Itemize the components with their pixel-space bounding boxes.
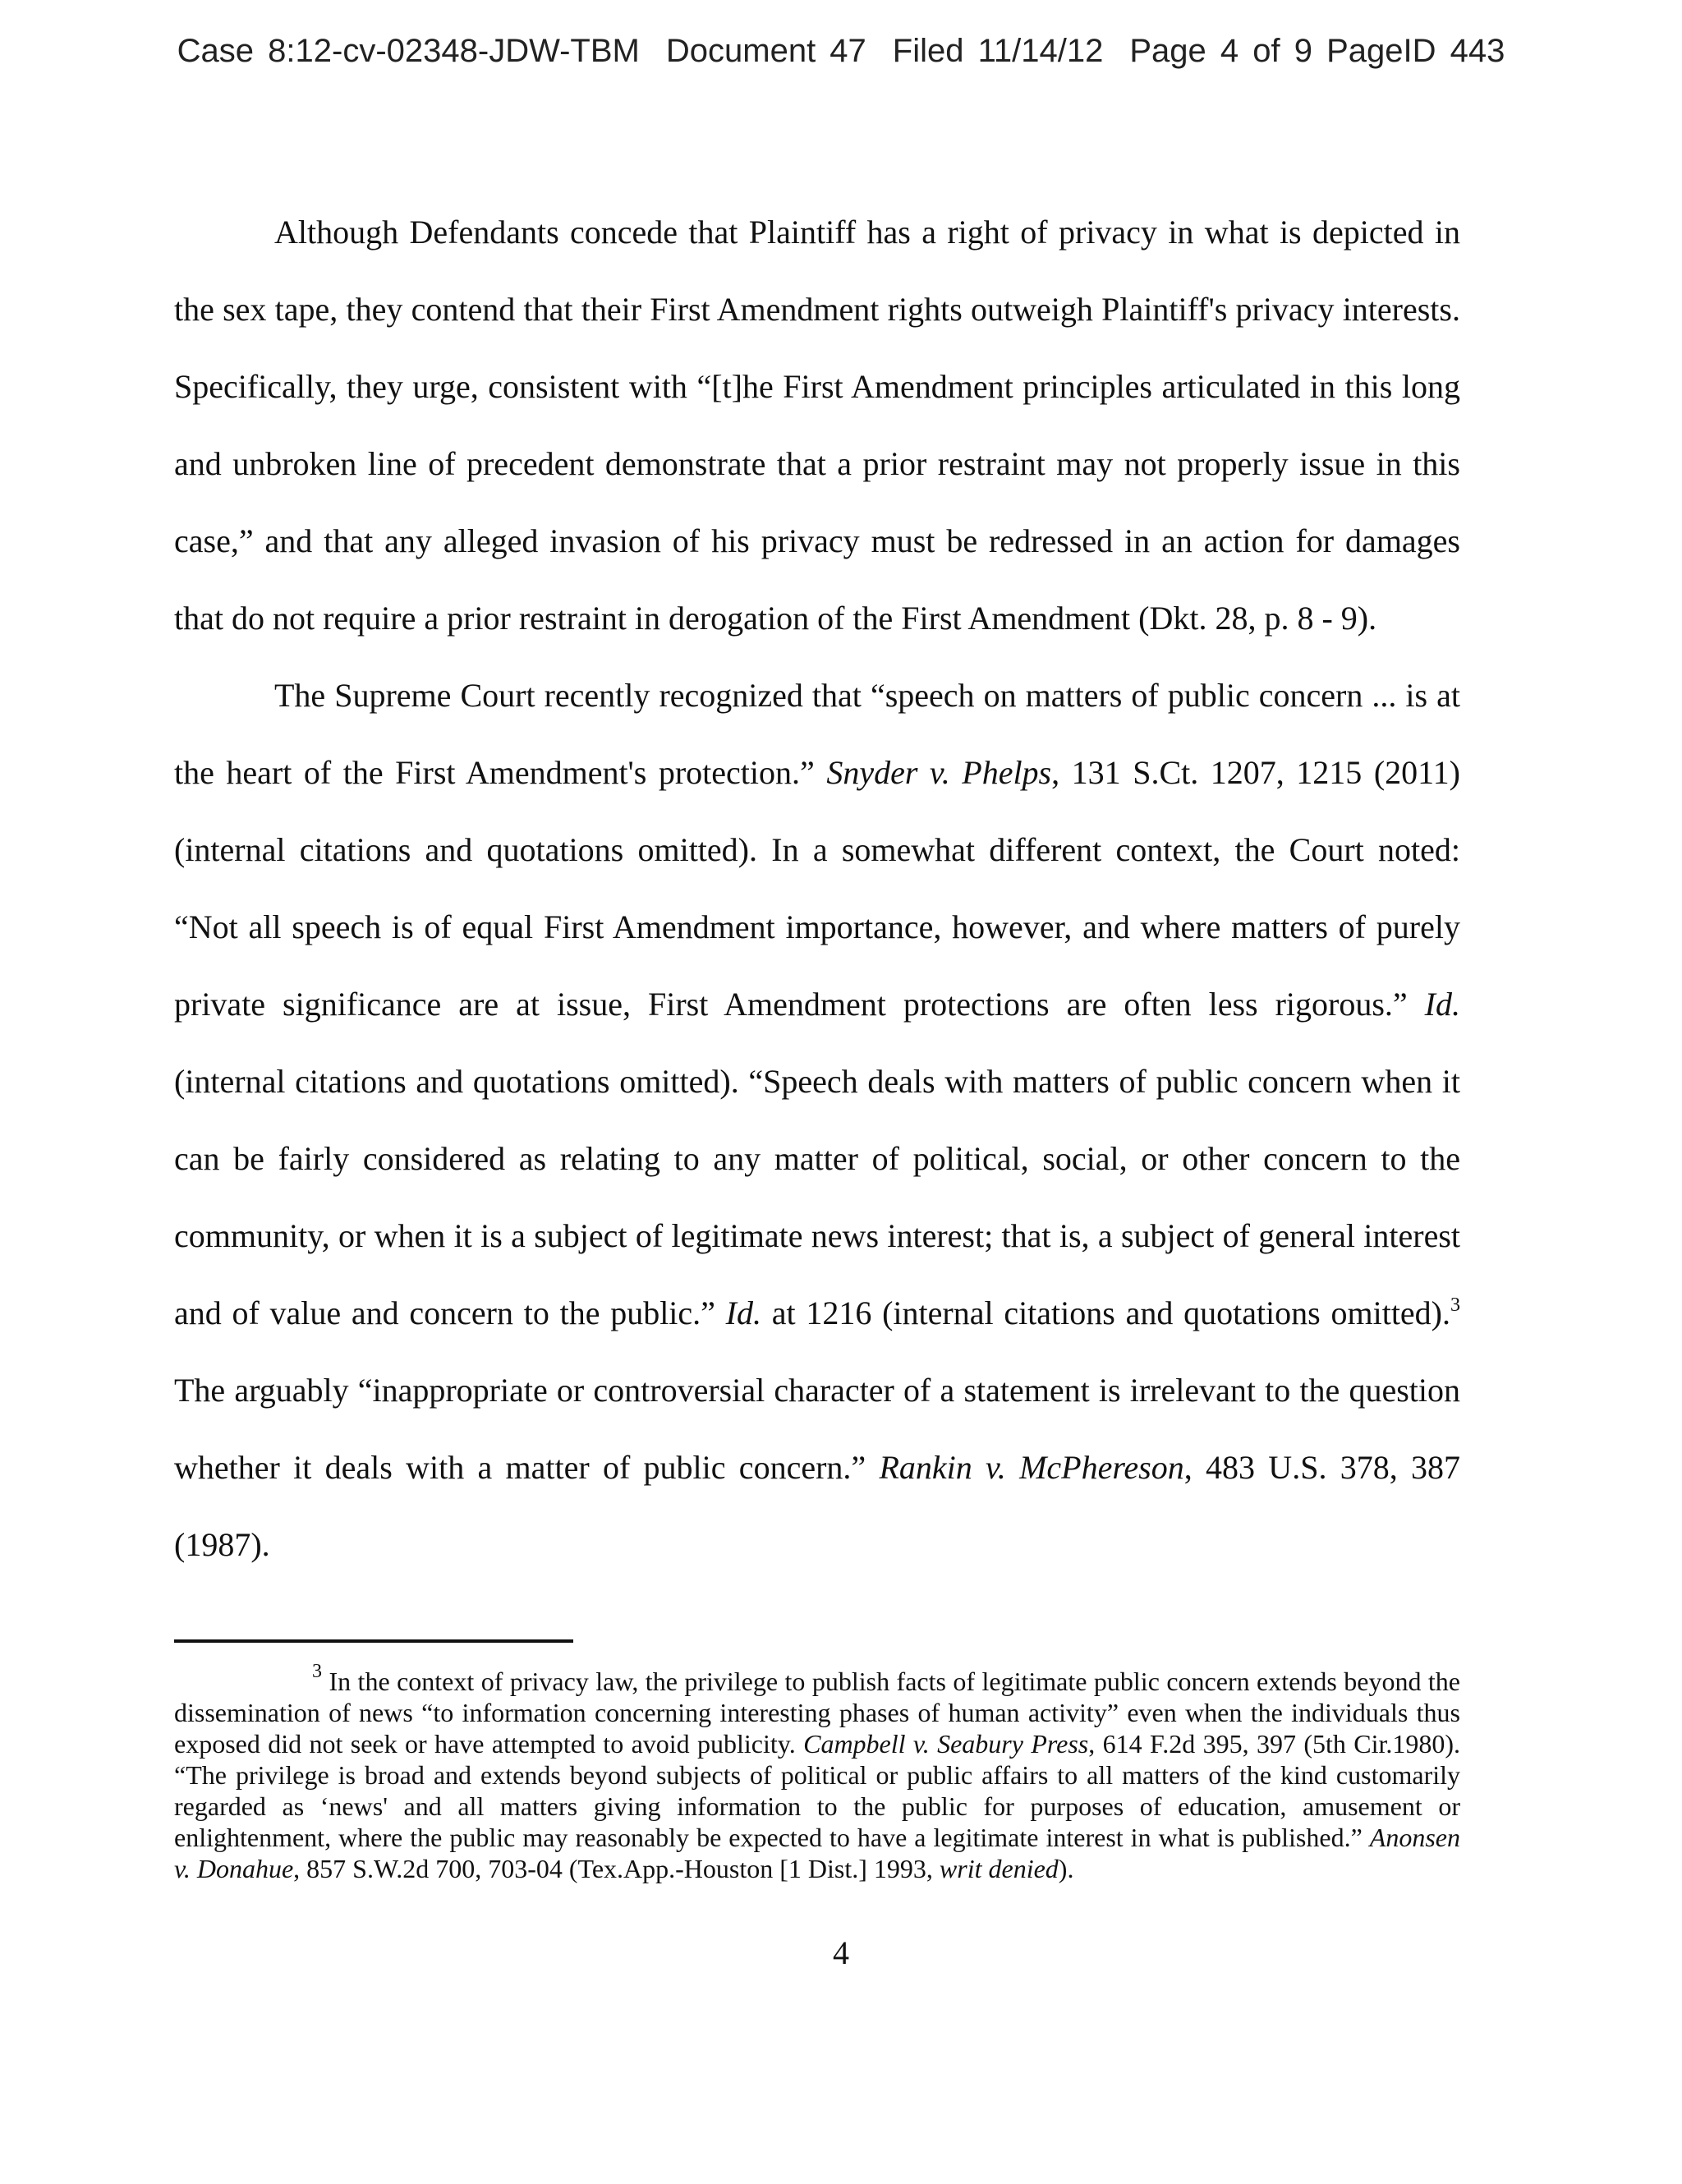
filed-date: Filed 11/14/12	[892, 33, 1104, 69]
citation-snyder: Snyder v. Phelps	[826, 754, 1052, 791]
citation-writ-denied: writ denied	[939, 1854, 1059, 1883]
paragraph-2	[174, 657, 1460, 1584]
fn-text-c: , 857 S.W.2d 700, 703-04 (Tex.App.-Houston [1 Dist.] 1993,	[293, 1854, 940, 1883]
fn-text-b: , 614 F.2d 395, 397 (5th Cir.1980). “The privilege is broad and extends beyond subjects of political or public affairs to all matters of the kind customarily regarded as ‘news' and all matters giving information to the public for purposes of education, amusement or enlightenment, where the public may reasonably be expected to have a legitimate interest in what is published.”	[174, 1729, 1461, 1852]
citation-id-1: Id.	[1424, 986, 1460, 1023]
p2-text-b: , 131 S.Ct. 1207, 1215 (2011) (internal citations and quotations omitted). In a somewhat different context, the Court noted: “Not all speech is of equal First Amendment importance, however, and where matters of purely private significance are at issue, First Amendment protections are often less rigorous.”	[174, 754, 1460, 1023]
citation-anonsen: Anonsen v. Donahue	[174, 1823, 1460, 1883]
document-number: Document 47	[665, 33, 866, 69]
footnote-divider	[174, 1639, 573, 1643]
fn-text-d: ).	[1058, 1854, 1074, 1883]
p2-text-a: The Supreme Court recently recognized that “speech on matters of public concern ... is at the heart of the First Amendment's protection.”	[174, 677, 1460, 791]
paragraph-1: Although Defendants concede that Plaintiff has a right of privacy in what is depicted in the sex tape, they contend that their First Amendment rights outweigh Plaintiff's privacy interests. Specifically, they urge, consistent with “[t]he First Amendment principles articulated in this long and unbroken line of precedent demonstrate that a prior restraint may not properly issue in this case,” and that any alleged invasion of his privacy must be redressed in an action for damages that do not require a prior restraint in derogation of the First Amendment (Dkt. 28, p. 8 - 9).	[174, 214, 1460, 637]
citation-id-2: Id.	[725, 1294, 761, 1331]
p2-text-f: , 483 U.S. 378, 387 (1987).	[174, 1449, 1460, 1563]
case-number: Case 8:12-cv-02348-JDW-TBM	[177, 33, 640, 69]
page-number: 4	[833, 1934, 849, 1971]
footnote-number: 3	[312, 1661, 322, 1682]
p2-text-d: at 1216 (internal citations and quotations omitted).	[761, 1294, 1451, 1331]
footnote-text	[174, 1661, 1461, 1884]
case-header	[0, 33, 1682, 70]
fn-text-a: In the context of privacy law, the privilege to publish facts of legitimate public concern extends beyond the dissemination of news “to information concerning interesting phases of human activity” even when the individuals thus exposed did not seek or have attempted to avoid publicity.	[174, 1667, 1460, 1759]
p2-text-e: The arguably “inappropriate or controversial character of a statement is irrelevant to the question whether it deals with a matter of public concern.”	[174, 1372, 1460, 1486]
citation-rankin: Rankin v. McPhereson	[879, 1449, 1184, 1486]
citation-campbell: Campbell v. Seabury Press	[803, 1729, 1089, 1759]
footnote-3	[174, 1661, 1461, 1884]
footnote-ref-3: 3	[1450, 1294, 1461, 1316]
p2-text-c: (internal citations and quotations omitted). “Speech deals with matters of public concern when it can be fairly considered as relating to any matter of political, social, or other concern to the community, or when it is a subject of legitimate news interest; that is, a subject of general interest and of value and concern to the public.”	[174, 1063, 1460, 1331]
body-text	[174, 194, 1460, 1584]
page-info: Page 4 of 9 PageID 443	[1129, 33, 1505, 69]
